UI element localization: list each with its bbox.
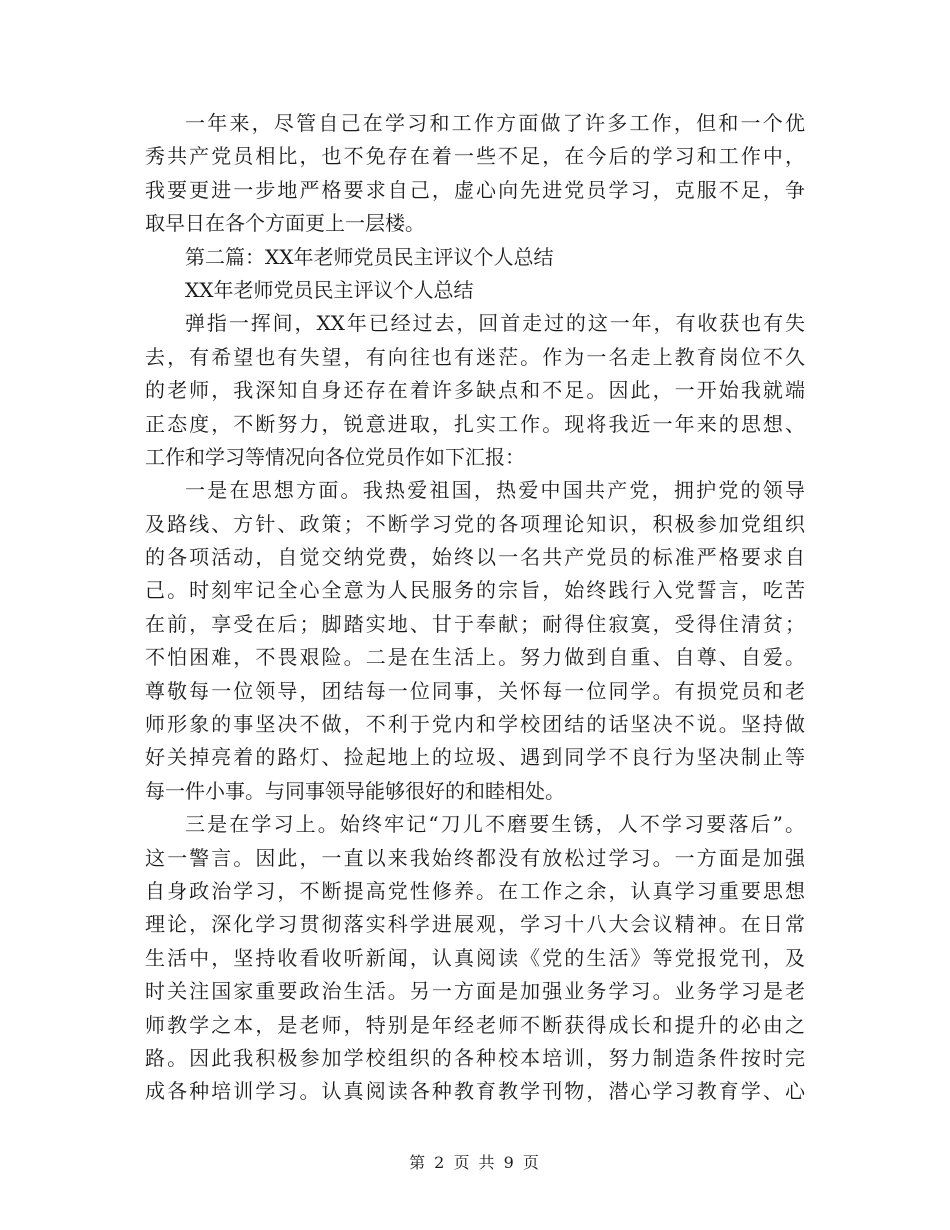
text-line: 的老师，我深知自身还存在着许多缺点和不足。因此，一开始我就端 [145,378,805,403]
text-line: 一年来，尽管自己在学习和工作方面做了许多工作，但和一个优 [185,111,805,135]
text-line: 师形象的事坚决不做，不利于党内和学校团结的话坚决不说。坚持做 [145,712,805,737]
text-line: XX年老师党员民主评议个人总结 [185,277,474,302]
text-line: 成各种培训学习。认真阅读各种教育教学刊物，潜心学习教育学、心 [145,1079,805,1104]
page-footer: 第 2 页 共 9 页 [409,1153,541,1172]
text-line: 时关注国家重要政治生活。另一方面是加强业务学习。业务学习是老 [145,979,805,1004]
text-line: 好关掉亮着的路灯、捡起地上的垃圾、遇到同学不良行为坚决制止等 [145,745,805,770]
text-line: 正态度，不断努力，锐意进取，扎实工作。现将我近一年来的思想、 [145,411,805,436]
text-line: 及路线、方针、政策；不断学习党的各项理论知识，积极参加党组织 [145,511,805,536]
text-line: 理论，深化学习贯彻落实科学进展观，学习十八大会议精神。在日常 [145,912,805,937]
text-line: 秀共产党员相比，也不免存在着一些不足，在今后的学习和工作中， [145,144,805,169]
text-line: 路。因此我积极参加学校组织的各种校本培训，努力制造条件按时完 [145,1045,805,1070]
text-line: 去，有希望也有失望，有向往也有迷茫。作为一名走上教育岗位不久 [145,344,805,369]
text-line: 一是在思想方面。我热爱祖国，热爱中国共产党，拥护党的领导 [185,478,805,503]
text-line: 取早日在各个方面更上一层楼。 [145,211,425,236]
text-line: 第二篇：XX年老师党员民主评议个人总结 [185,244,554,269]
text-line: 在前，享受在后；脚踏实地、甘于奉献；耐得住寂寞，受得住清贫； [145,611,805,636]
text-line: 自身政治学习，不断提高党性修养。在工作之余，认真学习重要思想 [145,878,805,903]
text-line: 己。时刻牢记全心全意为人民服务的宗旨，始终践行入党誓言，吃苦 [145,578,805,603]
text-line: 不怕困难，不畏艰险。二是在生活上。努力做到自重、自尊、自爱。 [145,645,805,670]
text-line: 工作和学习等情况向各位党员作如下汇报： [145,444,525,469]
text-line: 这一警言。因此，一直以来我始终都没有放松过学习。一方面是加强 [145,845,805,870]
text-line: 每一件小事。与同事领导能够很好的和睦相处。 [145,778,565,803]
text-line: 我要更进一步地严格要求自己，虚心向先进党员学习，克服不足，争 [145,177,805,202]
text-line: 尊敬每一位领导，团结每一位同事，关怀每一位同学。有损党员和老 [145,678,805,703]
text-line: 生活中，坚持收看收听新闻，认真阅读《党的生活》等党报党刊，及 [145,945,805,970]
text-line: 弹指一挥间，XX年已经过去，回首走过的这一年，有收获也有失 [185,311,805,336]
text-line: 的各项活动，自觉交纳党费，始终以一名共产党员的标准严格要求自 [145,545,805,570]
document-body [145,107,805,1109]
text-line: 师教学之本，是老师，特别是年经老师不断获得成长和提升的必由之 [145,1012,805,1037]
text-line: 三是在学习上。始终牢记“刀儿不磨要生锈，人不学习要落后”。 [185,812,805,837]
